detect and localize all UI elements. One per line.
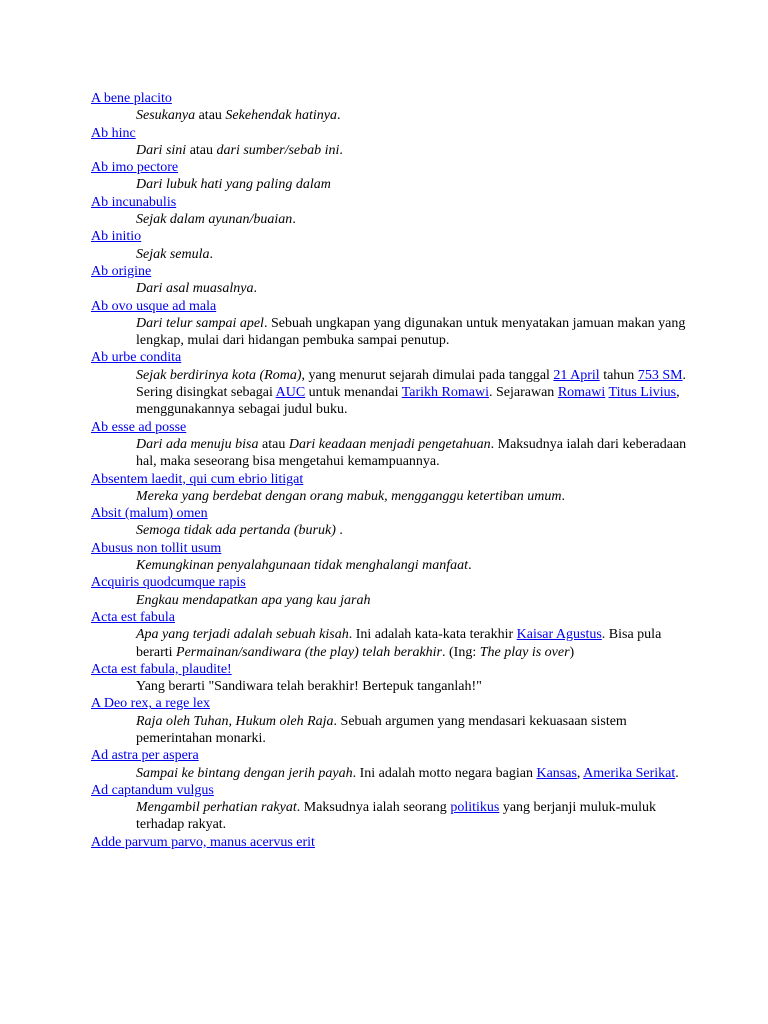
glossary-term-link[interactable]: Ab incunabulis: [91, 194, 177, 210]
definition-italic-text: Mengambil perhatian rakyat: [136, 800, 297, 816]
definition-text: atau: [186, 142, 217, 158]
glossary-term-link[interactable]: Ab ovo usque ad mala: [91, 298, 217, 314]
definition-link[interactable]: Titus Livius: [608, 385, 677, 401]
glossary-definition: [136, 488, 696, 505]
definition-link[interactable]: AUC: [275, 385, 306, 401]
glossary-definition: [136, 436, 696, 471]
definition-italic-text: Engkau mendapatkan apa yang kau jarah: [136, 592, 371, 608]
definition-text: . Ini adalah kata-kata terakhir: [348, 627, 517, 643]
definition-italic-text: Mereka yang berdebat dengan orang mabuk, mengganggu ketertiban umum: [136, 488, 562, 504]
glossary-term-link[interactable]: Ab hinc: [91, 125, 136, 141]
glossary-term-link[interactable]: Absentem laedit, qui cum ebrio litigat: [91, 471, 304, 487]
definition-text: . (Ing:: [442, 644, 480, 660]
definition-italic-text: Sejak berdirinya kota (Roma): [136, 367, 302, 383]
definition-text: . Sebuah argumen yang mendasari kekuasaan sistem pemerintahan monarki.: [136, 713, 627, 746]
glossary-definition: [136, 557, 696, 574]
glossary-definition: [136, 211, 696, 228]
definition-italic-text: Sampai ke bintang dengan jerih payah: [136, 765, 353, 781]
glossary-list: [91, 90, 691, 851]
definition-text: . Ini adalah motto negara bagian: [352, 765, 537, 781]
definition-text: .: [292, 212, 296, 228]
glossary-term-link[interactable]: A Deo rex, a rege lex: [91, 696, 210, 712]
definition-text: untuk menandai: [305, 385, 402, 401]
definition-italic-text: Dari keadaan menjadi pengetahuan: [288, 436, 491, 452]
definition-text: . Sebuah ungkapan yang digunakan untuk menyatakan jamuan makan yang lengkap, mulai dari hidangan pembuka sampai penutup.: [136, 315, 686, 349]
definition-italic-text: Dari ada menuju bisa: [136, 436, 259, 452]
glossary-term-link[interactable]: Acta est fabula, plaudite!: [91, 661, 232, 677]
glossary-term-link[interactable]: Ab urbe condita: [91, 350, 182, 366]
glossary-definition: [136, 367, 696, 419]
definition-italic-text: Dari asal muasalnya: [136, 281, 254, 297]
glossary-term-link[interactable]: Ab esse ad posse: [91, 419, 187, 435]
definition-link[interactable]: 21 April: [553, 367, 600, 383]
glossary-definition: [136, 176, 696, 193]
glossary-term-link[interactable]: Adde parvum parvo, manus acervus erit: [91, 834, 315, 850]
definition-text: . Bisa pula berarti: [136, 627, 662, 660]
glossary-term-link[interactable]: Acta est fabula: [91, 609, 175, 625]
definition-text: .: [561, 488, 565, 504]
definition-italic-text: The play is over: [479, 644, 570, 660]
definition-italic-text: Dari telur sampai apel: [136, 315, 264, 331]
definition-italic-text: Dari lubuk hati yang paling dalam: [136, 177, 331, 193]
glossary-term-link[interactable]: Ab origine: [91, 263, 152, 279]
definition-italic-text: dari sumber/sebab ini: [216, 142, 340, 158]
definition-link[interactable]: 753 SM: [637, 367, 683, 383]
glossary-definition: [136, 713, 696, 748]
glossary-term-link[interactable]: Abusus non tollit usum: [91, 540, 222, 556]
glossary-definition: [136, 626, 696, 661]
definition-link[interactable]: Tarikh Romawi: [401, 385, 489, 401]
definition-text: .: [468, 558, 472, 574]
definition-italic-text: Sejak dalam ayunan/buaian: [136, 212, 293, 228]
definition-text: ,: [576, 765, 584, 781]
definition-link[interactable]: Kansas: [536, 765, 577, 781]
definition-text: , menggunakannya sebagai judul buku.: [136, 385, 680, 418]
definition-text: . Maksudnya ialah dari keberadaan hal, maka seseorang bisa mengetahui kemampuannya.: [136, 436, 687, 470]
definition-link[interactable]: politikus: [450, 800, 500, 816]
definition-text: yang berjanji muluk-muluk terhadap rakyat.: [136, 800, 657, 833]
glossary-definition: [136, 765, 696, 782]
definition-text: .: [253, 281, 257, 297]
glossary-definition: [136, 107, 696, 124]
definition-text: . Maksudnya ialah seorang: [296, 800, 451, 816]
definition-link[interactable]: Kaisar Agustus: [516, 627, 602, 643]
definition-text: .: [339, 142, 343, 158]
glossary-definition: [136, 678, 696, 695]
glossary-definition: [136, 799, 696, 834]
definition-text: .: [209, 246, 213, 262]
definition-text: atau: [195, 108, 226, 124]
glossary-term-link[interactable]: Ad captandum vulgus: [91, 782, 214, 798]
definition-italic-text: Sekehendak hatinya: [225, 108, 337, 124]
glossary-definition: [136, 142, 696, 159]
glossary-definition: [136, 280, 696, 297]
definition-link[interactable]: Amerika Serikat: [583, 765, 676, 781]
glossary-definition: [136, 522, 696, 539]
definition-text: .: [336, 108, 341, 124]
definition-text: tahun: [599, 367, 638, 383]
definition-text: . Sejarawan: [489, 385, 558, 401]
glossary-term-link[interactable]: Absit (malum) omen: [91, 506, 208, 522]
glossary-term-link[interactable]: A bene placito: [91, 91, 172, 106]
glossary-definition: [136, 315, 696, 350]
definition-italic-text: Dari sini: [136, 142, 187, 158]
definition-text: .: [675, 765, 679, 781]
definition-text: , yang menurut sejarah dimulai pada tanggal: [301, 367, 554, 383]
glossary-definition: [136, 246, 696, 263]
glossary-term-link[interactable]: Acquiris quodcumque rapis: [91, 575, 246, 591]
definition-text: ): [569, 644, 575, 660]
definition-text: .: [335, 523, 343, 539]
definition-italic-text: Sejak semula: [136, 246, 210, 262]
definition-text: . Sering disingkat sebagai: [136, 367, 687, 401]
definition-text: Yang berarti "Sandiwara telah berakhir! Bertepuk tanganlah!": [136, 679, 482, 695]
definition-italic-text: Kemungkinan penyalahgunaan tidak menghalangi manfaat: [136, 558, 469, 574]
definition-link[interactable]: Romawi: [557, 385, 606, 401]
glossary-term-link[interactable]: Ab imo pectore: [91, 160, 179, 176]
glossary-definition: [136, 592, 696, 609]
definition-italic-text: Raja oleh Tuhan, Hukum oleh Raja: [136, 713, 334, 729]
glossary-term-link[interactable]: Ab initio: [91, 229, 142, 245]
definition-text: atau: [258, 436, 289, 452]
definition-italic-text: Permainan/sandiwara (the play) telah berakhir: [176, 644, 442, 660]
glossary-term-link[interactable]: Ad astra per aspera: [91, 748, 199, 764]
definition-italic-text: Semoga tidak ada pertanda (buruk): [136, 523, 336, 539]
definition-italic-text: Apa yang terjadi adalah sebuah kisah: [136, 627, 349, 643]
definition-italic-text: Sesukanya: [136, 108, 196, 124]
